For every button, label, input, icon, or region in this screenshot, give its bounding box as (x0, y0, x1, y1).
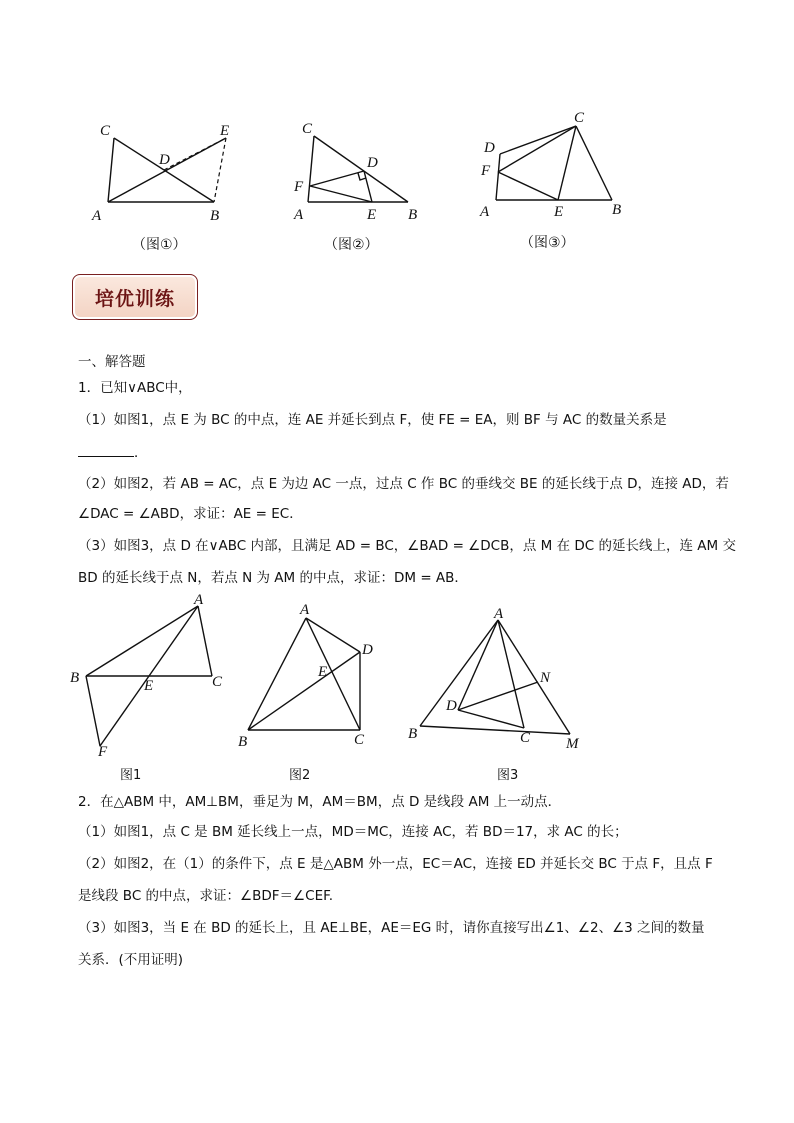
q2-part3-line2: 关系．(不用证明) (78, 952, 184, 968)
point-label-E: E (367, 207, 377, 223)
q2-stem: 2．在△ABM 中，AM⊥BM，垂足为 M，AM＝BM，点 D 是线段 AM 上一动点． (78, 794, 562, 810)
q1-part3-line2: BD 的延长线于点 N，若点 N 为 AM 的中点，求证：DM = AB． (78, 570, 468, 586)
q1-part1-end: ． (134, 445, 148, 461)
q1-part2-line2: ∠DAC = ∠ABD，求证：AE = EC． (78, 506, 303, 522)
point-label-E: E (220, 123, 230, 139)
q1-part2-line1: （2）如图2，若 AB = AC，点 E 为边 AC 一点，过点 C 作 BC 的垂线交 BE 的延长线于点 D，连接 AD，若 (78, 476, 729, 492)
q1-figure-2 (234, 600, 384, 750)
point-label-A: A (300, 602, 310, 618)
point-label-B: B (612, 202, 622, 218)
figure-2-caption: （图②） (324, 237, 379, 253)
q2-part2-line1: （2）如图2，在（1）的条件下，点 E 是△ABM 外一点，EC＝AC，连接 ED 并延长交 BC 于点 F，且点 F (78, 856, 713, 872)
section-title-box (72, 274, 198, 320)
q1-part3-line1: （3）如图3，点 D 在∨ABC 内部，且满足 AD = BC，∠BAD = ∠DCB，点 M 在 DC 的延长线上，连 AM 交 (78, 538, 736, 554)
figure-2-top (290, 118, 430, 228)
part-heading: 一、解答题 (78, 354, 146, 370)
point-label-B: B (210, 208, 220, 224)
point-label-D: D (484, 140, 495, 156)
q1-stem: 1．已知∨ABC中， (78, 380, 192, 396)
point-label-F: F (294, 179, 304, 195)
figure-1-caption: （图①） (132, 237, 187, 253)
q2-part2-line2: 是线段 BC 的中点，求证：∠BDF＝∠CEF. (78, 888, 334, 904)
point-label-E: E (144, 678, 154, 694)
point-label-D: D (362, 642, 373, 658)
point-label-A: A (294, 207, 304, 223)
point-label-D: D (446, 698, 457, 714)
point-label-C: C (574, 110, 585, 126)
point-label-B: B (238, 734, 248, 750)
point-label-B: B (70, 670, 80, 686)
answer-blank[interactable] (78, 442, 134, 457)
point-label-B: B (408, 726, 418, 742)
point-label-F: F (98, 744, 108, 760)
figure-3-top (476, 108, 636, 226)
point-label-E: E (554, 204, 564, 220)
q1-part1-line1: （1）如图1，点 E 为 BC 的中点，连 AE 并延长到点 F，使 FE = EA，则 BF 与 AC 的数量关系是 (78, 412, 667, 428)
point-label-D: D (367, 155, 378, 171)
section-title: 培优训练 (94, 287, 175, 310)
point-label-C: C (212, 674, 223, 690)
point-label-F: F (481, 163, 491, 179)
point-label-A: A (194, 592, 204, 608)
q1-figure-3-caption: 图3 (497, 768, 519, 783)
point-label-D: D (159, 152, 170, 168)
figure-1-top (88, 118, 248, 228)
point-label-C: C (520, 730, 531, 746)
q1-figure-2-caption: 图2 (289, 768, 311, 783)
q1-figure-1-caption: 图1 (120, 768, 142, 783)
point-label-E: E (318, 664, 328, 680)
point-label-C: C (100, 123, 111, 139)
point-label-A: A (480, 204, 490, 220)
q1-figure-3 (402, 608, 592, 754)
point-label-A: A (92, 208, 102, 224)
q1-part1-line2 (78, 442, 738, 463)
point-label-M: M (566, 736, 579, 752)
figure-3-caption: （图③） (520, 235, 575, 251)
point-label-C: C (354, 732, 365, 748)
q2-part1: （1）如图1，点 C 是 BM 延长线上一点，MD＝MC，连接 AC，若 BD＝17，求 AC 的长； (78, 824, 628, 840)
point-label-C: C (302, 121, 313, 137)
q1-figure-1 (64, 590, 234, 760)
q2-part3-line1: （3）如图3，当 E 在 BD 的延长上，且 AE⊥BE，AE＝EG 时，请你直接写出∠1、∠2、∠3 之间的数量 (78, 920, 705, 936)
point-label-A: A (494, 606, 504, 622)
point-label-N: N (540, 670, 551, 686)
point-label-B: B (408, 207, 418, 223)
